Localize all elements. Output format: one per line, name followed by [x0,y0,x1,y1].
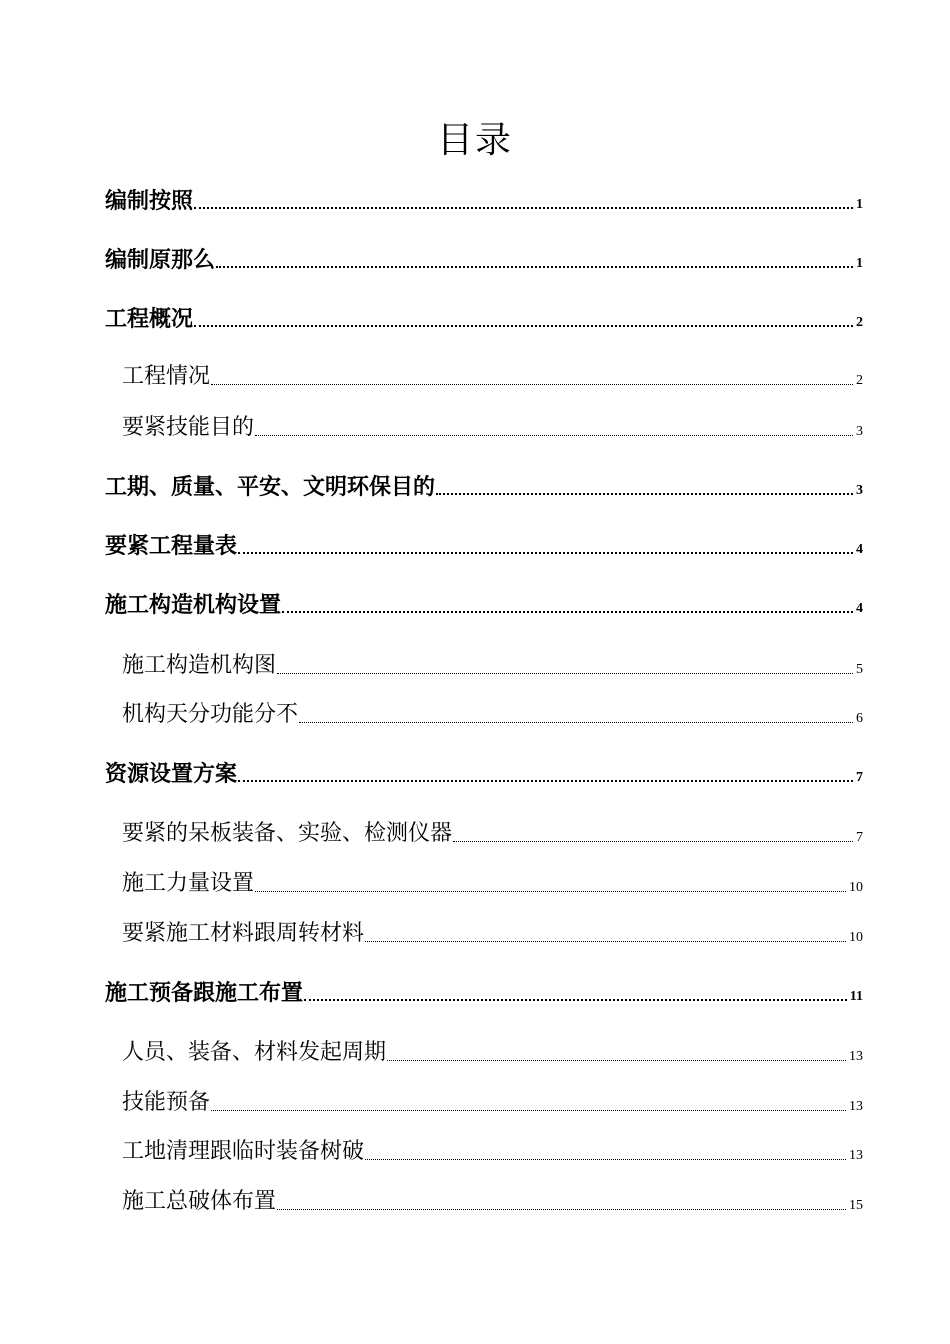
toc-entry-label: 要紧施工材料跟周转材料 [122,921,365,946]
toc-dot-leader [238,552,853,554]
toc-entry-label: 施工构造机构图 [122,653,277,678]
toc-dot-leader [238,780,853,782]
toc-page-number: 10 [849,880,863,895]
toc-entry-label: 施工力量设置 [122,871,255,896]
toc-dot-leader [277,673,853,674]
toc-entry[interactable] [122,911,863,945]
toc-entry-label: 资源设置方案 [105,761,238,787]
toc-entry-label: 工程情况 [122,364,211,389]
toc-page-number: 1 [856,197,863,212]
toc-page-number: 3 [856,483,863,498]
toc-entry-label: 工期、质量、平安、文明环保目的 [105,474,436,500]
toc-page-number: 2 [856,315,863,330]
toc-entry[interactable] [122,1179,863,1213]
toc-page-number: 10 [849,930,863,945]
toc-entry[interactable] [122,692,863,726]
toc-dot-leader [387,1060,846,1061]
toc-entry[interactable] [122,1129,863,1163]
toc-entry[interactable] [105,751,863,785]
toc-dot-leader [211,1110,846,1111]
toc-entry-label: 编制原那么 [105,247,216,273]
toc-dot-leader [277,1209,846,1210]
toc-dot-leader [216,266,853,268]
toc-entry[interactable] [105,523,863,557]
toc-entry-label: 技能预备 [122,1090,211,1115]
toc-entry[interactable] [122,1030,863,1064]
toc-page-number: 13 [849,1049,863,1064]
toc-entry[interactable] [105,178,863,212]
toc-entry-label: 机构天分功能分不 [122,702,299,727]
toc-page-number: 13 [849,1148,863,1163]
toc-entry-label: 要紧的呆板装备、实验、检测仪器 [122,821,453,846]
toc-dot-leader [299,722,853,723]
page-title: 目录 [436,120,513,161]
toc-page-number: 15 [849,1198,863,1213]
toc-entry[interactable] [105,464,863,498]
toc-entry[interactable] [122,811,863,845]
toc-entry[interactable] [105,296,863,330]
toc-dot-leader [255,891,846,892]
toc-page-number: 4 [856,601,863,616]
toc-dot-leader [211,384,853,385]
toc-page-number: 6 [856,711,863,726]
toc-dot-leader [255,435,853,436]
toc-dot-leader [453,841,853,842]
toc-entry-label: 工程概况 [105,306,194,332]
toc-dot-leader [194,325,853,327]
toc-entry[interactable] [122,643,863,677]
toc-dot-leader [436,493,853,495]
toc-dot-leader [365,1159,846,1160]
toc-entry-label: 要紧工程量表 [105,533,238,559]
toc-entry[interactable] [105,582,863,616]
toc-entry[interactable] [105,970,863,1004]
toc-entry[interactable] [105,237,863,271]
toc-entry-label: 要紧技能目的 [122,415,255,440]
toc-page-number: 7 [856,770,863,785]
toc-dot-leader [282,611,853,613]
toc-entry-label: 编制按照 [105,188,194,214]
toc-page-number: 2 [856,373,863,388]
toc-entry-label: 工地清理跟临时装备树破 [122,1139,365,1164]
toc-entry-label: 施工预备跟施工布置 [105,980,304,1006]
toc-entry-label: 施工总破体布置 [122,1189,277,1214]
toc-page-number: 3 [856,424,863,439]
toc-page-number: 1 [856,256,863,271]
toc-page-number: 13 [849,1099,863,1114]
toc-entry-label: 施工构造机构设置 [105,592,282,618]
toc-page-number: 5 [856,662,863,677]
toc-page-number: 11 [849,989,863,1004]
toc-entry-label: 人员、装备、材料发起周期 [122,1040,387,1065]
toc-dot-leader [365,941,846,942]
toc-page-number: 7 [856,830,863,845]
toc-entry[interactable] [122,1080,863,1114]
toc-entry[interactable] [122,405,863,439]
toc-dot-leader [194,207,853,209]
toc-entry[interactable] [122,354,863,388]
toc-page-number: 4 [856,542,863,557]
toc-entry[interactable] [122,861,863,895]
toc-dot-leader [304,999,847,1001]
